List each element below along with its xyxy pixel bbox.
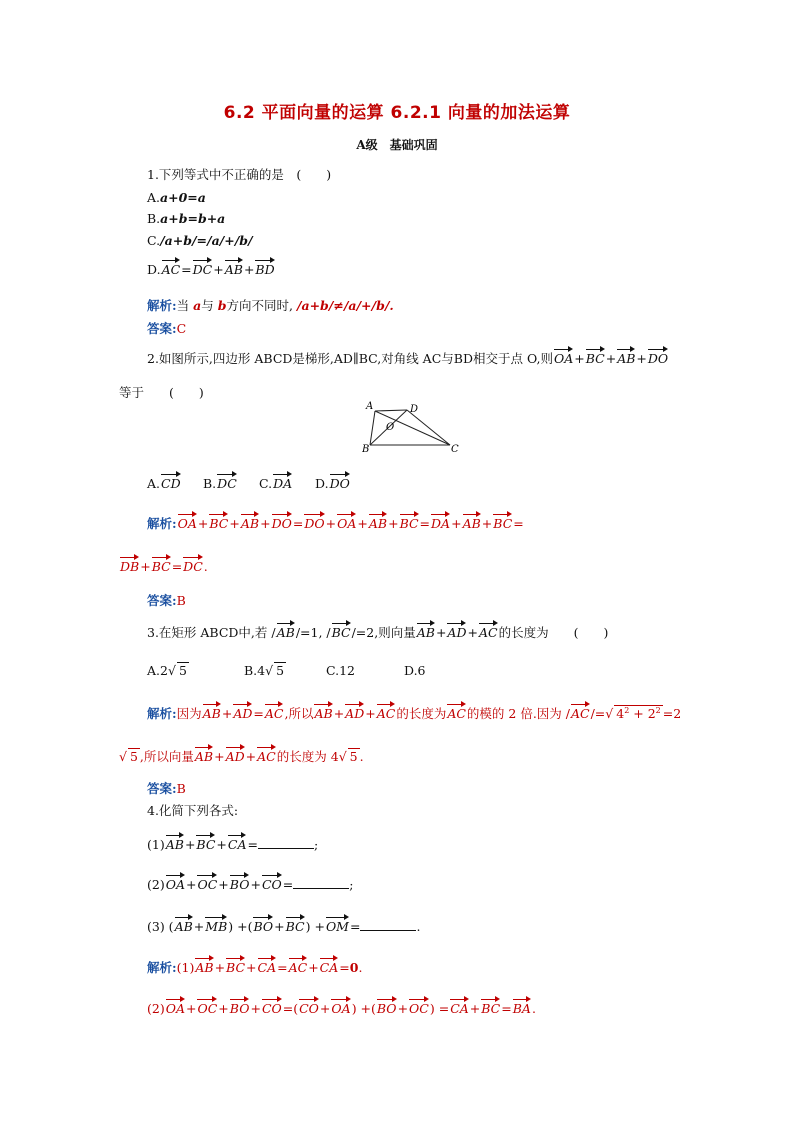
- q4-item-1: (1)AB+BC+CA= ;: [147, 833, 318, 852]
- q3-answer: 答案:B: [147, 781, 186, 796]
- q1-option-a: A.a+0=a: [147, 190, 206, 205]
- q3-option-a: A.2√ 5: [147, 663, 187, 678]
- q2-option-a: A.CD: [147, 472, 203, 491]
- q1-option-b: B.a+b=b+a: [147, 211, 226, 226]
- edge-ab: [370, 411, 375, 445]
- page-title: 6.2 平面向量的运算 6.2.1 向量的加法运算: [223, 103, 571, 123]
- trapezoid-figure: [362, 400, 462, 456]
- label-c: C: [451, 444, 459, 455]
- q3-options: [147, 662, 426, 678]
- q2-stem-cont: 等于 ( ): [119, 385, 204, 400]
- q3-option-c: C.12: [326, 663, 355, 678]
- q4-item-3: (3) (AB+MB) +(BO+BC) +OM= .: [147, 915, 420, 934]
- q4-item-2: (2)OA+OC+BO+CO= ;: [147, 873, 353, 892]
- q2-options: [147, 472, 351, 491]
- q2-analysis: 解析:OA+BC+AB+DO=DO+OA+AB+BC=DA+AB+BC=: [147, 512, 524, 532]
- q2-answer: 答案:B: [147, 593, 186, 608]
- answer-blank[interactable]: [360, 918, 416, 931]
- q4-analysis-1: 解析:(1)AB+BC+CA=AC+CA=0.: [147, 956, 362, 976]
- label-b: B: [362, 444, 370, 455]
- edge-dc: [407, 410, 450, 445]
- q1-option-d: D.AC=DC+AB+BD: [147, 258, 276, 277]
- q3-option-d: D.6: [404, 663, 426, 678]
- q3-analysis: 解析:因为AB+AD=AC,所以AB+AD+AC的长度为AC的模的 2 倍.因为 /AC/=√ $4^2 + 2^2 =2$: [147, 702, 681, 722]
- q1-analysis: 解析:当 a与 b方向不同时, /a+b/≠/a/+/b/.: [147, 298, 394, 313]
- q3-option-b: B.4√ 5: [244, 663, 285, 678]
- q2-option-b: B.DC: [203, 472, 259, 491]
- q1-stem: 1.下列等式中不正确的是 ( ): [147, 167, 332, 182]
- q2-stem: 2.如图所示,四边形 ABCD是梯形,AD∥BC,对角线 AC与BD相交于点 O,则OA+BC+AB+DO: [147, 347, 669, 367]
- answer-blank[interactable]: [293, 876, 349, 889]
- q1-answer: 答案:C: [147, 321, 187, 336]
- answer-blank[interactable]: [258, 836, 314, 849]
- q2-option-d: D.DO: [315, 472, 351, 491]
- edge-ad: [375, 410, 407, 411]
- q3-stem: 3.在矩形 ABCD中,若 /AB/=1, /BC/=2,则向量AB+AD+AC的长度为 ( ): [147, 621, 608, 641]
- q4-analysis-2: (2)OA+OC+BO+CO=(CO+OA) +(BO+OC) =CA+BC=BA.: [147, 997, 536, 1016]
- level-heading: A级 基础巩固: [356, 138, 438, 152]
- q2-option-c: C.DA: [259, 472, 315, 491]
- q1-option-c: C./a+b/=/a/+/b/: [147, 233, 253, 248]
- q2-analysis-cont: DB+BC=DC.: [119, 555, 208, 574]
- q3-analysis-cont: √ 5 ,所以向量AB+AD+AC的长度为 4√ 5 .: [119, 745, 364, 765]
- label-d: D: [410, 404, 419, 415]
- label-a: A: [366, 401, 374, 412]
- label-o: O: [386, 422, 395, 433]
- q4-stem: 4.化简下列各式:: [147, 803, 239, 818]
